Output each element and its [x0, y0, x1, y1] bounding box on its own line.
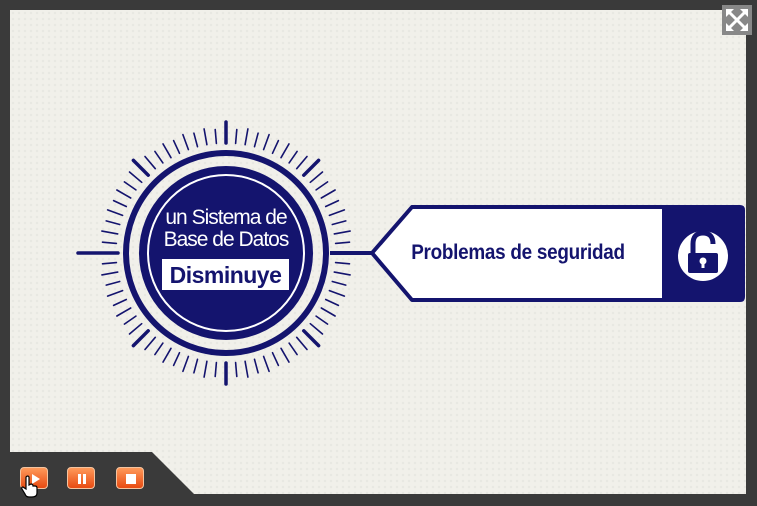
sunburst-tick — [321, 308, 335, 316]
sunburst-tick — [204, 129, 207, 145]
sunburst-tick — [236, 130, 237, 144]
sunburst-tick — [336, 263, 350, 264]
sunburst-tick — [281, 144, 289, 158]
sunburst-tick — [264, 135, 270, 150]
sunburst-major-tick — [304, 331, 319, 346]
stop-button[interactable] — [116, 467, 144, 489]
sunburst-tick — [255, 133, 259, 147]
sunburst-tick — [130, 324, 142, 334]
circle-line-2: Base de Datos — [163, 228, 289, 251]
fullscreen-button[interactable] — [722, 5, 752, 35]
sunburst-tick — [114, 300, 127, 306]
sunburst-tick — [204, 361, 207, 377]
sunburst-tick — [103, 263, 117, 264]
sunburst-tick — [297, 337, 307, 349]
sunburst-tick — [108, 210, 123, 216]
sunburst-tick — [183, 135, 189, 150]
stop-icon — [117, 468, 145, 490]
sunburst-tick — [106, 221, 120, 225]
sunburst-tick — [310, 324, 322, 334]
sunburst-tick — [194, 133, 198, 147]
sunburst-tick — [155, 343, 163, 355]
sunburst-tick — [245, 361, 248, 377]
sunburst-tick — [108, 291, 123, 297]
sunburst-tick — [155, 151, 163, 163]
sunburst-tick — [215, 363, 216, 377]
sunburst-tick — [236, 363, 237, 377]
sunburst-tick — [264, 356, 270, 371]
unlocked-padlock-icon — [678, 231, 728, 281]
inner-disc — [139, 166, 313, 340]
sunburst-tick — [329, 291, 344, 297]
sunburst-tick — [194, 359, 198, 373]
sunburst-tick — [117, 190, 131, 198]
circle-line-1: un Sistema de — [165, 206, 287, 229]
sunburst-tick — [106, 282, 120, 286]
sunburst-tick — [114, 201, 127, 207]
pause-icon — [68, 468, 96, 490]
fullscreen-icon — [722, 5, 752, 35]
sunburst-tick — [316, 182, 328, 190]
sunburst-tick — [332, 221, 346, 225]
sunburst-tick — [174, 141, 180, 154]
sunburst-tick — [297, 157, 307, 169]
sunburst-tick — [163, 144, 171, 158]
sunburst-major-tick — [133, 160, 148, 175]
sunburst-tick — [321, 190, 335, 198]
sunburst-tick — [102, 272, 118, 275]
sunburst-tick — [334, 231, 350, 234]
sunburst-tick — [334, 272, 350, 275]
sunburst-tick — [336, 242, 350, 243]
sunburst-tick — [145, 157, 155, 169]
sunburst-tick — [332, 282, 346, 286]
sunburst-tick — [281, 348, 289, 362]
hand-cursor-icon — [20, 475, 40, 499]
sunburst-tick — [289, 151, 297, 163]
sunburst-tick — [130, 172, 142, 182]
sunburst-major-tick — [304, 160, 319, 175]
pause-button[interactable] — [67, 467, 95, 489]
sunburst-tick — [329, 210, 344, 216]
sunburst-tick — [163, 348, 171, 362]
sunburst-tick — [145, 337, 155, 349]
sunburst-tick — [326, 300, 339, 306]
sunburst-tick — [183, 356, 189, 371]
circle-highlight-text: Disminuye — [169, 262, 282, 288]
sunburst-tick — [124, 316, 135, 324]
sunburst-tick — [316, 316, 328, 324]
sunburst-tick — [310, 172, 322, 182]
sunburst-tick — [245, 129, 248, 145]
sunburst-tick — [124, 182, 135, 190]
sunburst-tick — [117, 308, 131, 316]
sunburst-tick — [273, 353, 279, 366]
sunburst-tick — [103, 242, 117, 243]
sunburst-tick — [102, 231, 118, 234]
sunburst-tick — [273, 141, 279, 154]
sunburst-tick — [255, 359, 259, 373]
sunburst-major-tick — [133, 331, 148, 346]
sunburst-tick — [174, 353, 180, 366]
sunburst-tick — [289, 343, 297, 355]
callout-text: Problemas de seguridad — [411, 241, 625, 264]
sunburst-tick — [215, 130, 216, 144]
sunburst-tick — [326, 201, 339, 207]
